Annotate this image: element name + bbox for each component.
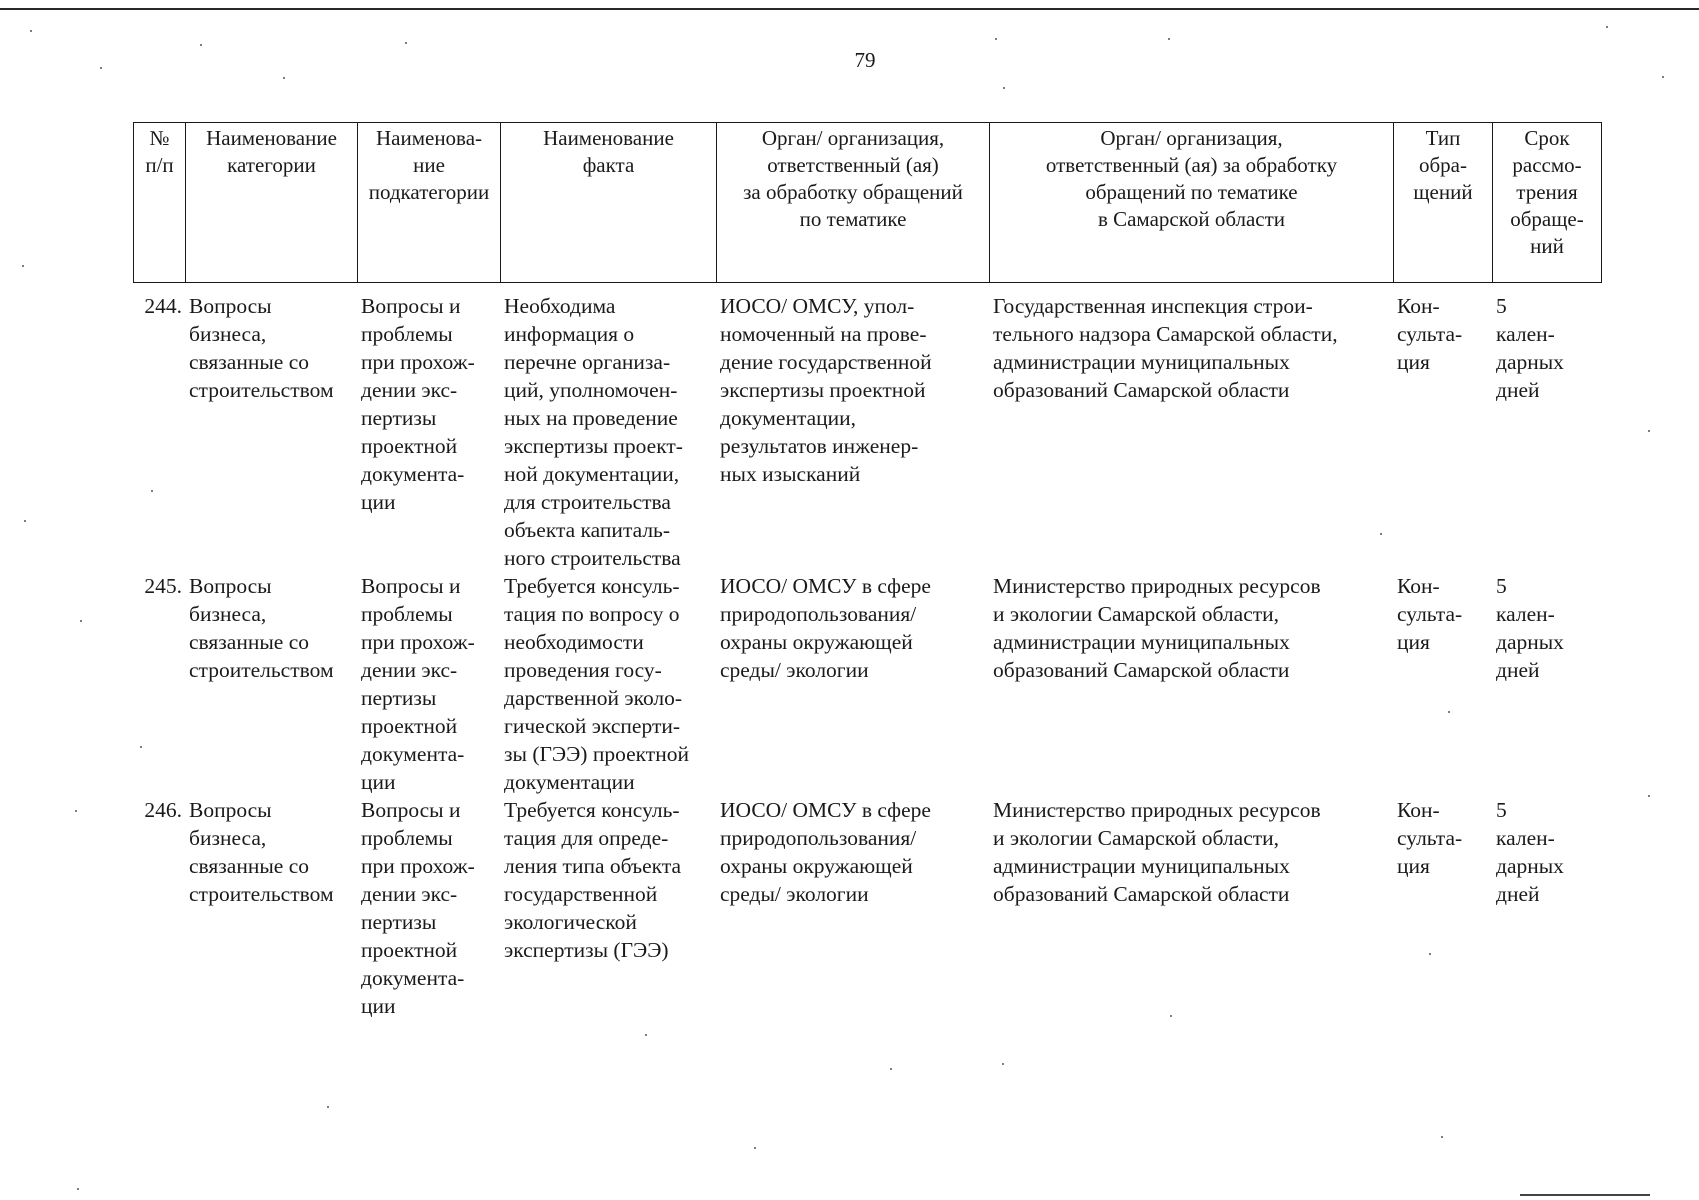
cell-text-line: ции xyxy=(361,994,396,1018)
cell-text-line: ИОСО/ ОМСУ в сфере xyxy=(720,798,931,822)
cell-text-line: ция xyxy=(1397,630,1430,654)
row-category xyxy=(185,572,357,796)
row-request-type xyxy=(1393,292,1492,572)
cell-text-line: пертизы xyxy=(361,686,437,710)
row-category xyxy=(185,796,357,1026)
cell-text-line: 5 xyxy=(1496,574,1507,598)
row-number: 246. xyxy=(144,798,182,822)
cell-text-line: бизнеса, xyxy=(189,826,267,850)
cell-text-line: ной документации, xyxy=(504,462,680,486)
cell-text-line: образований Самарской области xyxy=(993,658,1290,682)
row-request-type xyxy=(1393,572,1492,796)
cell-text-line: ций, уполномочен- xyxy=(504,378,678,402)
cell-text-line: тация для опреде- xyxy=(504,826,669,850)
scan-speck xyxy=(1606,26,1608,28)
table-row xyxy=(133,796,1601,1026)
cell-text-line: строительством xyxy=(189,378,334,402)
cell-text-line: дении экс- xyxy=(361,882,458,906)
cell-text-line: Орган/ организация, xyxy=(1100,126,1283,150)
row-subcategory xyxy=(357,292,500,572)
cell-text-line: ответственный (ая) за обработку xyxy=(1045,153,1338,177)
cell-text-line: 5 xyxy=(1496,294,1507,318)
cell-text-line: для строительства xyxy=(504,490,671,514)
table-row xyxy=(133,572,1601,796)
scan-speck xyxy=(1648,430,1650,432)
cell-text-line: Вопросы и xyxy=(361,798,461,822)
header-review-term xyxy=(1493,123,1602,283)
cell-text-line: документа- xyxy=(361,966,465,990)
cell-text-line: Кон- xyxy=(1397,574,1440,598)
cell-text-line: перечне организа- xyxy=(504,350,671,374)
scan-speck xyxy=(1441,1136,1443,1138)
scan-speck xyxy=(1648,795,1650,797)
scan-speck xyxy=(30,30,32,32)
cell-text-line: дарных xyxy=(1496,350,1564,374)
cell-text-line: при прохож- xyxy=(361,854,475,878)
cell-text-line: ции xyxy=(361,490,396,514)
row-responsible-org-samara xyxy=(989,796,1393,1026)
row-subcategory xyxy=(357,796,500,1026)
header-responsible-org-samara xyxy=(990,123,1394,283)
scan-speck xyxy=(80,620,82,622)
cell-text-line: дении экс- xyxy=(361,378,458,402)
cell-text-line: документации, xyxy=(720,406,857,430)
cell-text-line: дарственной эколо- xyxy=(504,686,683,710)
table-row xyxy=(133,292,1601,572)
row-responsible-org xyxy=(716,572,989,796)
row-responsible-org-samara xyxy=(989,292,1393,572)
cell-text-line: природопользования/ xyxy=(720,602,917,626)
scan-speck xyxy=(1002,1063,1004,1065)
cell-text-line: ции xyxy=(361,770,396,794)
cell-text-line: среды/ экологии xyxy=(720,658,869,682)
cell-text-line: экологической xyxy=(504,910,637,934)
cell-text-line: сульта- xyxy=(1397,826,1463,850)
cell-text-line: документа- xyxy=(361,462,465,486)
cell-text-line: связанные со xyxy=(189,630,310,654)
row-request-type xyxy=(1393,796,1492,1026)
cell-text-line: Необходима xyxy=(504,294,616,318)
row-responsible-org xyxy=(716,796,989,1026)
scan-speck xyxy=(645,1034,647,1036)
cell-text-line: результатов инженер- xyxy=(720,434,919,458)
cell-text-line: документации xyxy=(504,770,635,794)
scan-speck xyxy=(1003,87,1005,89)
scan-speck xyxy=(1448,711,1450,713)
cell-text-line: ция xyxy=(1397,350,1430,374)
cell-text-line: государственной xyxy=(504,882,658,906)
cell-text-line: Министерство природных ресурсов xyxy=(993,798,1321,822)
scan-edge-line xyxy=(0,8,1699,10)
row-fact xyxy=(500,292,716,572)
cell-text-line: рассмо- xyxy=(1512,153,1582,177)
cell-text-line: Вопросы и xyxy=(361,574,461,598)
cell-text-line: ний xyxy=(1530,234,1564,258)
scan-speck xyxy=(1168,38,1170,40)
cell-text-line: за обработку обращений xyxy=(743,180,963,204)
row-review-term xyxy=(1492,796,1601,1026)
row-review-term xyxy=(1492,292,1601,572)
scan-speck xyxy=(75,810,77,812)
cell-text-line: экспертизы проект- xyxy=(504,434,683,458)
cell-text-line: Вопросы xyxy=(189,798,272,822)
page-number: 79 xyxy=(854,48,876,72)
cell-text-line: среды/ экологии xyxy=(720,882,869,906)
cell-text-line: информация о xyxy=(504,322,635,346)
table-body xyxy=(133,292,1601,1026)
cell-text-line: ние xyxy=(413,153,445,177)
cell-text-line: проектной xyxy=(361,434,458,458)
header-responsible-org xyxy=(717,123,990,283)
scan-speck xyxy=(405,42,407,44)
cell-text-line: и экологии Самарской области, xyxy=(993,826,1280,850)
scan-speck xyxy=(1170,1015,1172,1017)
scan-speck xyxy=(890,1068,892,1070)
cell-text-line: ция xyxy=(1397,854,1430,878)
cell-text-line: проблемы xyxy=(361,322,453,346)
row-number: 244. xyxy=(144,294,182,318)
cell-text-line: факта xyxy=(582,153,635,177)
cell-text-line: щений xyxy=(1413,180,1473,204)
cell-text-line: дней xyxy=(1496,658,1540,682)
cell-text-line: ления типа объекта xyxy=(504,854,682,878)
cell-text-line: при прохож- xyxy=(361,350,475,374)
scan-speck xyxy=(151,490,153,492)
cell-text-line: бизнеса, xyxy=(189,602,267,626)
cell-text-line: экспертизы (ГЭЭ) xyxy=(504,938,669,962)
cell-text-line: Наименование xyxy=(543,126,674,150)
scan-edge-line-bottom xyxy=(1520,1194,1650,1196)
cell-text-line: сульта- xyxy=(1397,322,1463,346)
header-fact xyxy=(501,123,717,283)
cell-text-line: зы (ГЭЭ) проектной xyxy=(504,742,689,766)
table-header xyxy=(133,122,1602,283)
scan-speck xyxy=(1380,533,1382,535)
cell-text-line: необходимости xyxy=(504,630,644,654)
scan-speck xyxy=(22,265,24,267)
header-category xyxy=(186,123,358,283)
cell-text-line: Вопросы xyxy=(189,294,272,318)
cell-text-line: в Самарской области xyxy=(1097,207,1286,231)
cell-text-line: Наименование xyxy=(206,126,337,150)
cell-text-line: объекта капиталь- xyxy=(504,518,671,542)
cell-text-line: экспертизы проектной xyxy=(720,378,926,402)
scan-speck xyxy=(754,1147,756,1149)
scan-speck xyxy=(77,1188,79,1190)
cell-text-line: подкатегории xyxy=(368,180,490,204)
row-responsible-org xyxy=(716,292,989,572)
row-category xyxy=(185,292,357,572)
scan-speck xyxy=(200,44,202,46)
cell-text-line: Кон- xyxy=(1397,798,1440,822)
cell-text-line: кален- xyxy=(1496,826,1555,850)
scan-speck xyxy=(283,77,285,79)
cell-text-line: гической эксперти- xyxy=(504,714,680,738)
cell-text-line: Требуется консуль- xyxy=(504,574,680,598)
header-request-type xyxy=(1394,123,1493,283)
cell-text-line: номоченный на прове- xyxy=(720,322,927,346)
cell-text-line: администрации муниципальных xyxy=(993,854,1290,878)
cell-text-line: тация по вопросу о xyxy=(504,602,680,626)
row-review-term xyxy=(1492,572,1601,796)
cell-text-line: ответственный (ая) xyxy=(767,153,939,177)
cell-text-line: обраще- xyxy=(1510,207,1584,231)
cell-text-line: 5 xyxy=(1496,798,1507,822)
cell-text-line: обра- xyxy=(1419,153,1467,177)
row-number: 245. xyxy=(144,574,182,598)
cell-text-line: документа- xyxy=(361,742,465,766)
row-responsible-org-samara xyxy=(989,572,1393,796)
cell-text-line: обращений по тематике xyxy=(1085,180,1298,204)
cell-text-line: ного строительства xyxy=(504,546,681,570)
cell-text-line: Тип xyxy=(1425,126,1461,150)
cell-text-line: проектной xyxy=(361,938,458,962)
cell-text-line: Вопросы xyxy=(189,574,272,598)
cell-text-line: кален- xyxy=(1496,322,1555,346)
cell-text-line: Орган/ организация, xyxy=(761,126,945,150)
cell-text-line: ных изысканий xyxy=(720,462,861,486)
cell-text-line: проблемы xyxy=(361,826,453,850)
cell-text-line: проблемы xyxy=(361,602,453,626)
cell-text-line: дарных xyxy=(1496,854,1564,878)
cell-text-line: строительством xyxy=(189,882,334,906)
cell-text-line: пертизы xyxy=(361,406,437,430)
row-subcategory xyxy=(357,572,500,796)
scan-speck xyxy=(1429,953,1431,955)
cell-text-line: Требуется консуль- xyxy=(504,798,680,822)
cell-text-line: ИОСО/ ОМСУ в сфере xyxy=(720,574,931,598)
cell-text-line: и экологии Самарской области, xyxy=(993,602,1280,626)
cell-text-line: дарных xyxy=(1496,630,1564,654)
scan-speck xyxy=(24,520,26,522)
cell-text-line: дение государственной xyxy=(720,350,932,374)
cell-text-line: дении экс- xyxy=(361,658,458,682)
cell-text-line: сульта- xyxy=(1397,602,1463,626)
cell-text-line: п/п xyxy=(145,153,174,177)
cell-text-line: бизнеса, xyxy=(189,322,267,346)
cell-text-line: дней xyxy=(1496,378,1540,402)
cell-text-line: образований Самарской области xyxy=(993,378,1290,402)
cell-text-line: связанные со xyxy=(189,854,310,878)
cell-text-line: по тематике xyxy=(799,207,907,231)
scan-speck xyxy=(327,1106,329,1108)
cell-text-line: администрации муниципальных xyxy=(993,630,1290,654)
cell-text-line: ных на проведение xyxy=(504,406,678,430)
cell-text-line: проведения госу- xyxy=(504,658,662,682)
cell-text-line: Срок xyxy=(1524,126,1570,150)
cell-text-line: Министерство природных ресурсов xyxy=(993,574,1321,598)
cell-text-line: № xyxy=(149,126,170,150)
cell-text-line: администрации муниципальных xyxy=(993,350,1290,374)
cell-text-line: охраны окружающей xyxy=(720,630,913,654)
cell-text-line: трения xyxy=(1516,180,1578,204)
cell-text-line: природопользования/ xyxy=(720,826,917,850)
cell-text-line: при прохож- xyxy=(361,630,475,654)
scan-speck xyxy=(100,67,102,69)
cell-text-line: образований Самарской области xyxy=(993,882,1290,906)
row-fact xyxy=(500,572,716,796)
cell-text-line: Государственная инспекция строи- xyxy=(993,294,1313,318)
cell-text-line: проектной xyxy=(361,714,458,738)
cell-text-line: связанные со xyxy=(189,350,310,374)
cell-text-line: строительством xyxy=(189,658,334,682)
cell-text-line: пертизы xyxy=(361,910,437,934)
cell-text-line: Вопросы и xyxy=(361,294,461,318)
row-fact xyxy=(500,796,716,1026)
cell-text-line: Наименова- xyxy=(375,126,483,150)
cell-text-line: охраны окружающей xyxy=(720,854,913,878)
scan-speck xyxy=(995,38,997,40)
cell-text-line: категории xyxy=(227,153,316,177)
cell-text-line: Кон- xyxy=(1397,294,1440,318)
cell-text-line: кален- xyxy=(1496,602,1555,626)
scan-speck xyxy=(1662,76,1664,78)
scan-speck xyxy=(140,746,142,748)
header-subcategory xyxy=(358,123,501,283)
cell-text-line: тельного надзора Самарской области, xyxy=(993,322,1338,346)
cell-text-line: ИОСО/ ОМСУ, упол- xyxy=(720,294,915,318)
cell-text-line: дней xyxy=(1496,882,1540,906)
header-number xyxy=(134,123,186,283)
